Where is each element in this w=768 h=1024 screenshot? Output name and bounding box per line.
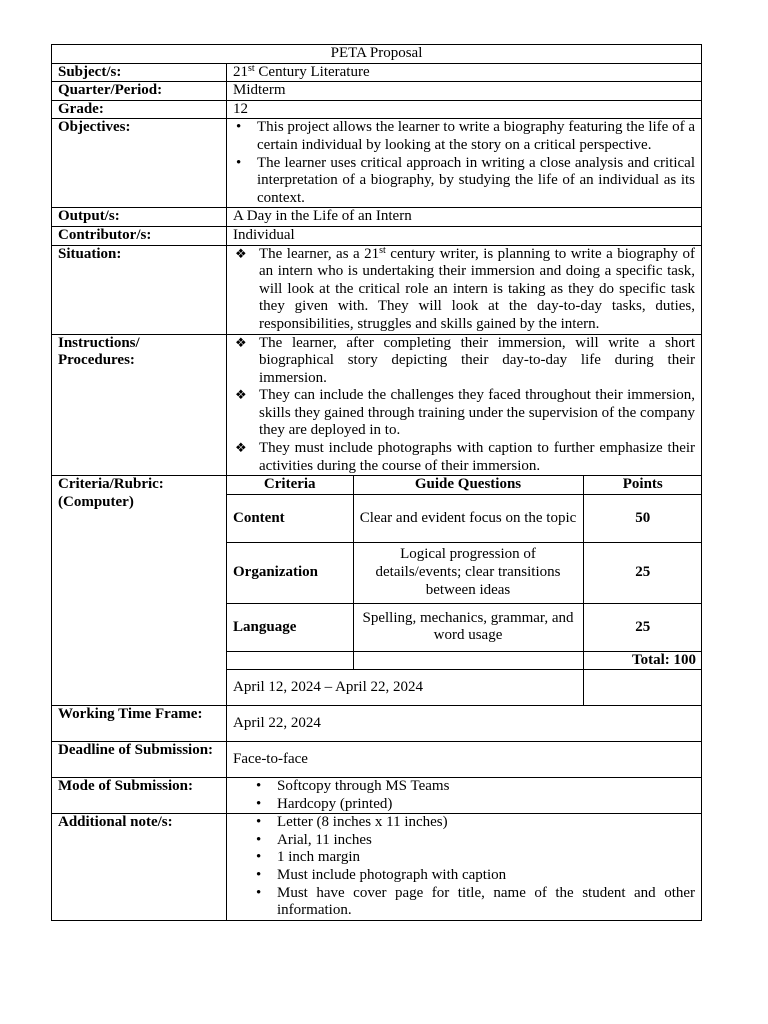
rubric-criteria-language: Language: [227, 603, 353, 651]
grade-label: Grade:: [52, 100, 227, 119]
deadline-label: Deadline of Submission:: [52, 741, 227, 777]
mode-value: [227, 777, 702, 813]
objective-item: • This project allows the learner to write a biography featuring the life of a certain individual by looking at the story on a critical perspective.: [257, 119, 695, 154]
document-title: PETA Proposal: [52, 45, 702, 64]
instruction-item: ❖ The learner, after completing their immersion, will write a short biographical story depicting their day-to-day life during their immersion.: [259, 335, 695, 388]
subject-value-text: Century Literature: [254, 63, 370, 80]
working-time-value: April 22, 2024: [227, 705, 702, 741]
subject-value-number: 21: [233, 63, 248, 80]
subject-row: [52, 63, 702, 82]
grade-value: 12: [227, 100, 702, 119]
note-item: • 1 inch margin: [277, 849, 695, 867]
subject-label: Subject/s:: [52, 63, 227, 82]
rubric-row-language: [227, 603, 702, 651]
instructions-label-line2: Procedures:: [58, 352, 135, 369]
mode-item: • Hardcopy (printed): [277, 796, 695, 814]
rubric-header-guide: Guide Questions: [353, 476, 583, 494]
mode-label: Mode of Submission:: [52, 777, 227, 813]
rubric-points-language: 25: [583, 603, 702, 651]
working-time-row: [52, 705, 702, 741]
rubric-header-points: Points: [583, 476, 702, 494]
proposal-table: [51, 44, 702, 921]
objectives-value: [227, 119, 702, 208]
note-item: • Must include photograph with caption: [277, 867, 695, 885]
criteria-label: [52, 476, 227, 706]
note-item: • Letter (8 inches x 11 inches): [277, 814, 695, 832]
deadline-row: [52, 741, 702, 777]
note-item: • Must have cover page for title, name of the student and other information.: [277, 885, 695, 920]
quarter-row: [52, 82, 702, 101]
situation-text-start: The learner, as a 21: [259, 245, 380, 262]
mode-item: • Softcopy through MS Teams: [277, 778, 695, 796]
instructions-label: [52, 334, 227, 476]
peta-proposal-document: [51, 44, 701, 921]
subject-value: [227, 63, 702, 82]
situation-item: [259, 246, 695, 334]
situation-value: [227, 245, 702, 334]
mode-row: [52, 777, 702, 813]
instructions-value: [227, 334, 702, 476]
output-label: Output/s:: [52, 208, 227, 227]
rubric-total: Total: 100: [583, 651, 702, 670]
working-time-label: Working Time Frame:: [52, 705, 227, 741]
contributor-row: [52, 226, 702, 245]
note-item: • Arial, 11 inches: [277, 832, 695, 850]
rubric-points-content: 50: [583, 494, 702, 542]
rubric-guide-content: Clear and evident focus on the topic: [353, 494, 583, 542]
output-value: A Day in the Life of an Intern: [227, 208, 702, 227]
situation-label: Situation:: [52, 245, 227, 334]
rubric-header-criteria: Criteria: [227, 476, 353, 494]
rubric-total-row: [227, 651, 702, 670]
deadline-value: Face-to-face: [227, 741, 702, 777]
instructions-list: [233, 335, 695, 476]
notes-row: [52, 814, 702, 921]
title-row: [52, 45, 702, 64]
output-row: [52, 208, 702, 227]
rubric-criteria-organization: Organization: [227, 542, 353, 603]
instructions-row: [52, 334, 702, 476]
objectives-label: Objectives:: [52, 119, 227, 208]
situation-text-end: century writer, is planning to write a biography of an intern who is undertaking their immersion and doing a specific task, will look at the critical role an intern is taking as they do specific task they given with. They will look at the day-to-day tasks, duties, responsibilities, struggles and skills gained by the intern.: [259, 245, 696, 332]
notes-list: [233, 814, 695, 920]
rubric-row-organization: [227, 542, 702, 603]
quarter-value: Midterm: [227, 82, 702, 101]
notes-value: [227, 814, 702, 921]
rubric-header-row: [227, 476, 702, 494]
date-range: April 12, 2024 – April 22, 2024: [227, 670, 583, 705]
criteria-label-line2: (Computer): [58, 493, 134, 510]
rubric-total-empty: [353, 651, 583, 670]
rubric-cell: [227, 476, 702, 706]
situation-row: [52, 245, 702, 334]
criteria-label-line1: Criteria/Rubric:: [58, 476, 164, 493]
rubric-guide-organization: Logical progression of details/events; clear transitions between ideas: [353, 542, 583, 603]
rubric-date-row: [227, 670, 702, 705]
situation-list: [233, 246, 695, 334]
mode-list: [233, 778, 695, 813]
rubric-table: [227, 476, 702, 705]
rubric-row-content: [227, 494, 702, 542]
notes-label: Additional note/s:: [52, 814, 227, 921]
contributor-label: Contributor/s:: [52, 226, 227, 245]
rubric-points-organization: 25: [583, 542, 702, 603]
date-range-empty: [583, 670, 702, 705]
objective-item: • The learner uses critical approach in writing a close analysis and critical interpretation of a biography, by studying the life of an individual as its context.: [257, 155, 695, 208]
rubric-total-empty: [227, 651, 353, 670]
subject-value-suffix: st: [248, 62, 255, 74]
rubric-guide-language: Spelling, mechanics, grammar, and word usage: [353, 603, 583, 651]
situation-text-suffix: st: [379, 244, 386, 256]
rubric-criteria-content: Content: [227, 494, 353, 542]
quarter-label: Quarter/Period:: [52, 82, 227, 101]
grade-row: [52, 100, 702, 119]
contributor-value: Individual: [227, 226, 702, 245]
criteria-row: [52, 476, 702, 706]
instruction-item: ❖ They must include photographs with caption to further emphasize their activities during the course of their immersion.: [259, 440, 695, 475]
objectives-list: [233, 119, 695, 207]
instructions-label-line1: Instructions/: [58, 334, 140, 351]
objectives-row: [52, 119, 702, 208]
instruction-item: ❖ They can include the challenges they faced throughout their immersion, skills they gained through training under the supervision of the company they are deployed in to.: [259, 387, 695, 440]
